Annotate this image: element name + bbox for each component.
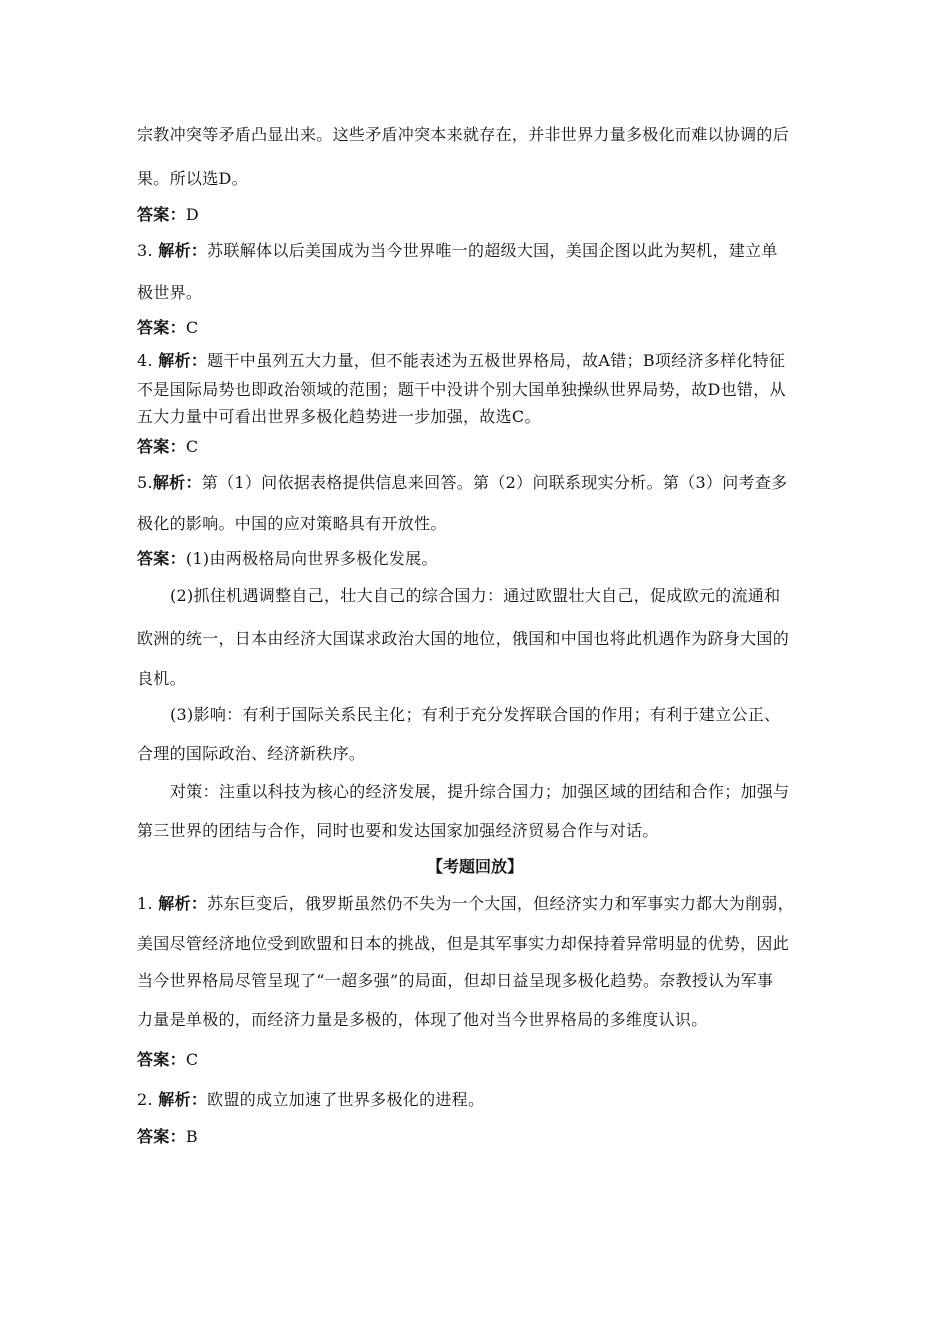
text: 力量是单极的，而经济力量是多极的，体现了他对当今世界格局的多维度认识。 (137, 1010, 708, 1029)
answer-paragraph (170, 585, 780, 607)
answer-line (137, 1049, 198, 1071)
analysis-line (137, 406, 541, 428)
question-number: 1. (137, 894, 159, 913)
answer-value: C (185, 1050, 199, 1069)
analysis-line (137, 933, 789, 955)
answer-line (137, 1126, 198, 1148)
analysis-label: 解析： (158, 241, 208, 260)
answer-paragraph (170, 781, 789, 803)
analysis-line (137, 282, 202, 304)
text: 美国尽管经济地位受到欧盟和日本的挑战，但是其军事实力却保持着异常明显的优势，因此 (137, 934, 790, 953)
answer-line (137, 548, 438, 570)
answer-value: D (185, 205, 200, 224)
answer-value: C (185, 437, 199, 456)
answer-label: 答案： (137, 549, 186, 568)
answer-label: 答案： (137, 437, 186, 456)
question-number: 4. (137, 351, 159, 370)
analysis-text: 苏东巨变后，俄罗斯虽然仍不失为一个大国，但经济实力和军事实力都大为削弱， (207, 894, 794, 913)
answer-paragraph-line (137, 668, 186, 690)
analysis-text: 苏联解体以后美国成为当今世界唯一的超级大国，美国企图以此为契机，建立单 (207, 241, 778, 260)
text: 极世界。 (137, 283, 203, 302)
answer-label: 答案： (137, 205, 186, 224)
analysis-text: 题干中虽列五大力量，但不能表述为五极世界格局，故A错；B项经济多样化特征 (207, 351, 786, 370)
text: 欧洲的统一，日本由经济大国谋求政治大国的地位，俄国和中国也将此机遇作为跻身大国的 (137, 629, 790, 648)
text: 良机。 (137, 669, 186, 688)
analysis-label: 解析： (158, 894, 208, 913)
analysis-line (137, 513, 447, 535)
text: 宗教冲突等矛盾凸显出来。这些矛盾冲突本来就存在，并非世界力量多极化而难以协调的后 (137, 125, 790, 144)
answer-paragraph (170, 704, 780, 726)
analysis-label: 解析： (158, 351, 208, 370)
analysis-label: 解析： (158, 1090, 208, 1109)
analysis-line (137, 1009, 708, 1031)
answer-paragraph-line (137, 743, 365, 765)
question-number: 2. (137, 1090, 159, 1109)
analysis-text: 欧盟的成立加速了世界多极化的进程。 (207, 1090, 485, 1109)
answer-line (137, 317, 198, 339)
answer-label: 答案： (137, 1127, 186, 1146)
text: 合理的国际政治、经济新秩序。 (137, 744, 366, 763)
answer-line (137, 436, 198, 458)
text: (3)影响：有利于国际关系民主化；有利于充分发挥联合国的作用；有利于建立公正、 (170, 705, 781, 724)
analysis-line (137, 379, 786, 401)
question-4-analysis (137, 350, 785, 372)
review-question-1-analysis (137, 893, 794, 915)
text: (2)抓住机遇调整自己，壮大自己的综合国力：通过欧盟壮大自己，促成欧元的流通和 (170, 586, 781, 605)
text: 对策：注重以科技为核心的经济发展，提升综合国力；加强区域的团结和合作；加强与 (170, 782, 790, 801)
question-number: 5. (137, 473, 153, 492)
analysis-line (137, 970, 773, 992)
text: 极化的影响。中国的应对策略具有开放性。 (137, 514, 447, 533)
analysis-line (137, 168, 248, 190)
answer-label: 答案： (137, 318, 186, 337)
question-number: 3. (137, 241, 159, 260)
analysis-text: 第（1）问依据表格提供信息来回答。第（2）问联系现实分析。第（3）问考查多 (201, 473, 788, 492)
text: 第三世界的团结与合作，同时也要和发达国家加强经济贸易合作与对话。 (137, 821, 659, 840)
question-3-analysis (137, 240, 778, 262)
answer-value: C (185, 318, 199, 337)
section-heading: 【考题回放】 (426, 857, 523, 876)
analysis-line (137, 124, 789, 146)
question-5-analysis (137, 472, 787, 494)
review-question-2-analysis (137, 1089, 484, 1111)
answer-label: 答案： (137, 1050, 186, 1069)
answer-line (137, 204, 199, 226)
text: 不是国际局势也即政治领域的范围；题干中没讲个别大国单独操纵世界局势，故D也错，从 (137, 380, 786, 399)
answer-text: (1)由两极格局向世界多极化发展。 (185, 549, 438, 568)
analysis-label: 解析： (152, 473, 202, 492)
text: 当今世界格局尽管呈现了“一超多强”的局面，但却日益呈现多极化趋势。奈教授认为军事 (137, 971, 774, 990)
text: 果。所以选D。 (137, 169, 248, 188)
answer-paragraph-line (137, 820, 659, 842)
answer-value: B (185, 1127, 198, 1146)
answer-paragraph-line (137, 628, 789, 650)
text: 五大力量中可看出世界多极化趋势进一步加强，故选C。 (137, 407, 541, 426)
